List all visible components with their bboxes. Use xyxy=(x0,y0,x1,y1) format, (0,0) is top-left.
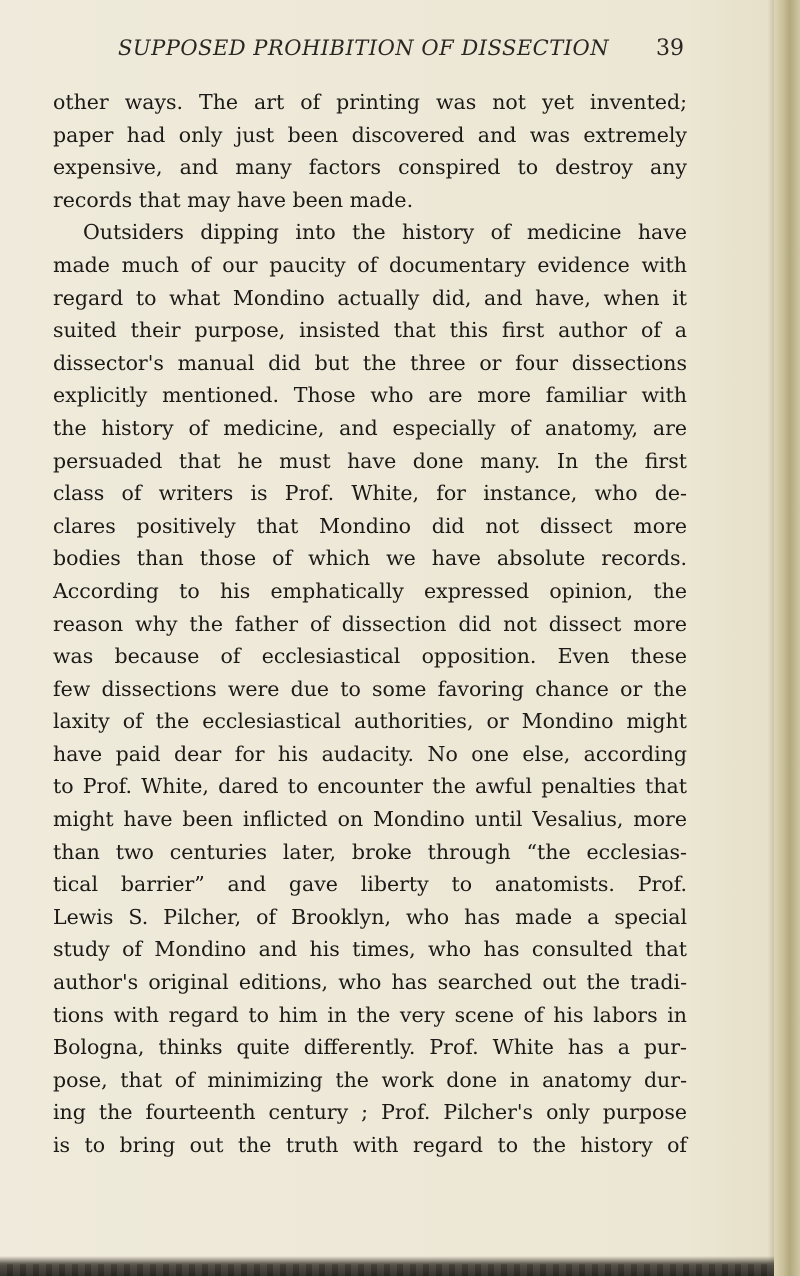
text-line: records that may have been made. xyxy=(53,187,414,212)
text-line: was because of ecclesiastical opposition. Even these xyxy=(53,644,687,669)
text-line: reason why the father of dissection did not dissect more xyxy=(53,611,687,636)
body-text xyxy=(53,86,687,1162)
text-line: explicitly mentioned. Those who are more familiar with xyxy=(53,383,687,408)
text-line: other ways. The art of printing was not yet invented; xyxy=(53,90,687,114)
text-line: than two centuries later, broke through “the ecclesias- xyxy=(53,839,687,864)
text-line: suited their purpose, insisted that this first author of a xyxy=(53,318,687,343)
text-line: expensive, and many factors conspired to destroy any xyxy=(53,155,687,180)
text-line: author's original editions, who has searched out the tradi- xyxy=(53,970,687,995)
text-line: tions with regard to him in the very scene of his labors in xyxy=(53,1002,687,1027)
text-line: According to his emphatically expressed opinion, the xyxy=(53,578,687,603)
text-line: study of Mondino and his times, who has consulted that xyxy=(53,937,687,962)
text-line: tical barrier” and gave liberty to anatomists. Prof. xyxy=(53,872,687,897)
text-line: the history of medicine, and especially of anatomy, are xyxy=(53,415,687,440)
text-line: have paid dear for his audacity. No one else, according xyxy=(53,741,687,766)
text-line: regard to what Mondino actually did, and have, when it xyxy=(53,285,687,310)
page-header xyxy=(118,36,684,66)
text-line: few dissections were due to some favoring chance or the xyxy=(53,676,687,701)
running-head: SUPPOSED PROHIBITION OF DISSECTION xyxy=(118,36,610,60)
page-number: 39 xyxy=(656,36,684,61)
text-line: clares positively that Mondino did not dissect more xyxy=(53,513,687,538)
text-line: class of writers is Prof. White, for instance, who de- xyxy=(53,481,687,506)
text-line: Outsiders dipping into the history of medicine have xyxy=(83,220,687,245)
text-line: might have been inflicted on Mondino until Vesalius, more xyxy=(53,807,687,832)
text-line: to Prof. White, dared to encounter the awful penalties that xyxy=(53,774,687,799)
text-line: paper had only just been discovered and was extremely xyxy=(53,122,687,147)
text-line: laxity of the ecclesiastical authorities, or Mondino might xyxy=(53,709,687,734)
text-line: Lewis S. Pilcher, of Brooklyn, who has made a special xyxy=(53,904,687,929)
text-line: is to bring out the truth with regard to the history of xyxy=(53,1133,687,1157)
text-line: persuaded that he must have done many. In the first xyxy=(53,448,687,473)
book-spine-edge xyxy=(774,0,800,1276)
text-line: made much of our paucity of documentary evidence with xyxy=(53,252,687,277)
text-line: pose, that of minimizing the work done in anatomy dur- xyxy=(53,1067,687,1092)
scan-bottom-texture xyxy=(0,1264,774,1276)
text-line: dissector's manual did but the three or four dissections xyxy=(53,350,687,375)
text-line: bodies than those of which we have absolute records. xyxy=(53,546,687,571)
text-line: ing the fourteenth century ; Prof. Pilcher's only purpose xyxy=(53,1100,687,1125)
text-line: Bologna, thinks quite differently. Prof. White has a pur- xyxy=(53,1035,687,1060)
